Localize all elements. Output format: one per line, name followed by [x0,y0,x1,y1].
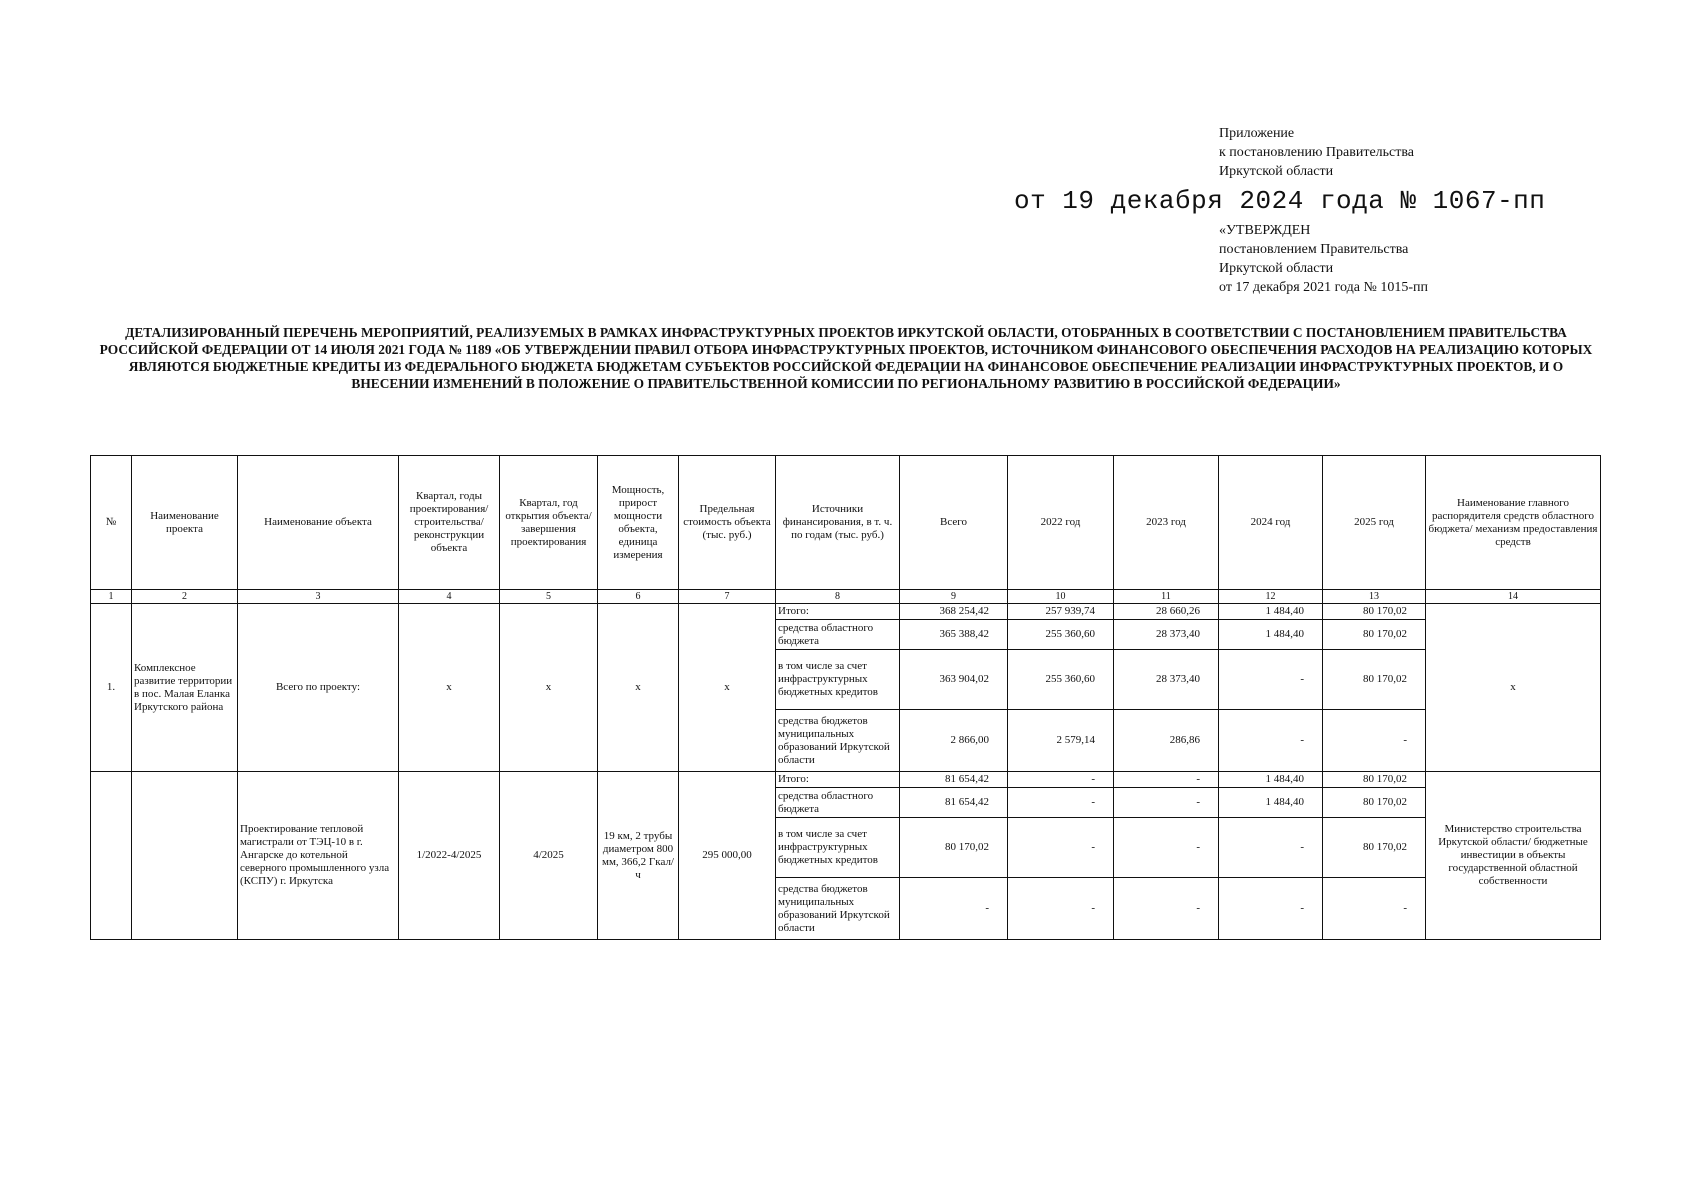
appendix-block [1219,124,1414,181]
year-2023-cell: 28 373,40 [1114,620,1219,650]
year-2022-cell: 255 360,60 [1008,650,1114,710]
year-2024-cell: 1 484,40 [1219,772,1323,788]
column-number: 8 [776,590,900,604]
year-2022-cell: 2 579,14 [1008,710,1114,772]
total-cell: 2 866,00 [900,710,1008,772]
year-2024-cell: 1 484,40 [1219,604,1323,620]
year-2023-cell: - [1114,772,1219,788]
header-cell: № [91,456,132,590]
header-cell: 2023 год [1114,456,1219,590]
approved-line: постановлением Правительства [1219,242,1409,257]
total-cell: 80 170,02 [900,818,1008,878]
year-2025-cell: 80 170,02 [1323,788,1426,818]
year-2025-cell: 80 170,02 [1323,818,1426,878]
column-number: 13 [1323,590,1426,604]
approved-block [1219,221,1428,297]
total-cell: 81 654,42 [900,772,1008,788]
year-2025-cell: 80 170,02 [1323,772,1426,788]
year-2024-cell: - [1219,650,1323,710]
column-number: 5 [500,590,598,604]
source-cell: в том числе за счет инфраструктурных бюджетных кредитов [776,818,900,878]
column-number: 1 [91,590,132,604]
column-number: 12 [1219,590,1323,604]
year-2025-cell: 80 170,02 [1323,620,1426,650]
year-2024-cell: 1 484,40 [1219,620,1323,650]
header-cell: Всего [900,456,1008,590]
source-cell: в том числе за счет инфраструктурных бюджетных кредитов [776,650,900,710]
column-number: 2 [132,590,238,604]
appendix-line: Иркутской области [1219,164,1334,179]
column-number: 11 [1114,590,1219,604]
year-2025-cell: - [1323,878,1426,940]
header-cell: 2022 год [1008,456,1114,590]
decree-date-number: от 19 декабря 2024 года № 1067-пп [1014,186,1546,216]
capacity-cell: x [598,604,679,772]
total-cell: 365 388,42 [900,620,1008,650]
column-number: 6 [598,590,679,604]
project-name [132,772,238,940]
column-number-row [91,590,1601,604]
column-number: 9 [900,590,1008,604]
column-number: 10 [1008,590,1114,604]
approved-line: Иркутской области [1219,261,1334,276]
year-2024-cell: - [1219,818,1323,878]
appendix-line: к постановлению Правительства [1219,145,1415,160]
column-number: 7 [679,590,776,604]
header-cell: Источники финансирования, в т. ч. по годам (тыс. руб.) [776,456,900,590]
approved-line: «УТВЕРЖДЕН [1219,223,1311,238]
column-number: 3 [238,590,399,604]
year-2022-cell: - [1008,818,1114,878]
measures-table [90,455,1601,940]
total-cell: 81 654,42 [900,788,1008,818]
year-2022-cell: - [1008,878,1114,940]
row-number: 1. [91,604,132,772]
column-number: 4 [399,590,500,604]
object-name: Проектирование тепловой магистрали от ТЭЦ-10 в г. Ангарске до котельной северного промышленного узла (КСПУ) г. Иркутска [238,772,399,940]
source-cell: средства бюджетов муниципальных образований Иркутской области [776,710,900,772]
appendix-line: Приложение [1219,126,1295,141]
cost-cell: 295 000,00 [679,772,776,940]
approved-line: от 17 декабря 2021 года № 1015-пп [1219,280,1428,295]
document-title: ДЕТАЛИЗИРОВАННЫЙ ПЕРЕЧЕНЬ МЕРОПРИЯТИЙ, РЕАЛИЗУЕМЫХ В РАМКАХ ИНФРАСТРУКТУРНЫХ ПРОЕКТОВ ИРКУТСКОЙ ОБЛАСТИ, ОТОБРАННЫХ В СООТВЕТСТВИИ С ПОСТАНОВЛЕНИЕМ ПРАВИТЕЛЬСТВА РОССИЙСКОЙ ФЕДЕРАЦИИ ОТ 14 ИЮЛЯ 2021 ГОДА № 1189 «ОБ УТВЕРЖДЕНИИ ПРАВИЛ ОТБОРА ИНФРАСТРУКТУРНЫХ ПРОЕКТОВ, ИСТОЧНИКОМ ФИНАНСОВОГО ОБЕСПЕЧЕНИЯ РАСХОДОВ НА РЕАЛИЗАЦИЮ КОТОРЫХ ЯВЛЯЮТСЯ БЮДЖЕТНЫЕ КРЕДИТЫ ИЗ ФЕДЕРАЛЬНОГО БЮДЖЕТА БЮДЖЕТАМ СУБЪЕКТОВ РОССИЙСКОЙ ФЕДЕРАЦИИ НА ФИНАНСОВОЕ ОБЕСПЕЧЕНИЕ РЕАЛИЗАЦИИ ИНФРАСТРУКТУРНЫХ ПРОЕКТОВ, И О ВНЕСЕНИИ ИЗМЕНЕНИЙ В ПОЛОЖЕНИЕ О ПРАВИТЕЛЬСТВЕННОЙ КОМИССИИ ПО РЕГИОНАЛЬНОМУ РАЗВИТИЮ В РОССИЙСКОЙ ФЕДЕРАЦИИ» [99,325,1593,391]
header-cell: Наименование объекта [238,456,399,590]
year-2025-cell: 80 170,02 [1323,604,1426,620]
period-cell: x [399,604,500,772]
opening-cell: x [500,604,598,772]
opening-cell: 4/2025 [500,772,598,940]
year-2025-cell: 80 170,02 [1323,650,1426,710]
row-number [91,772,132,940]
year-2024-cell: 1 484,40 [1219,788,1323,818]
period-cell: 1/2022-4/2025 [399,772,500,940]
year-2023-cell: - [1114,878,1219,940]
header-cell: Квартал, год открытия объекта/ завершения проектирования [500,456,598,590]
header-row [91,456,1601,590]
year-2023-cell: - [1114,788,1219,818]
header-cell: Наименование главного распорядителя средств областного бюджета/ механизм предоставления средств [1426,456,1601,590]
year-2022-cell: - [1008,788,1114,818]
source-cell: средства областного бюджета [776,788,900,818]
column-number: 14 [1426,590,1601,604]
year-2022-cell: 257 939,74 [1008,604,1114,620]
year-2023-cell: 28 660,26 [1114,604,1219,620]
capacity-cell: 19 км, 2 трубы диаметром 800 мм, 366,2 Гкал/ч [598,772,679,940]
total-cell: 368 254,42 [900,604,1008,620]
header-cell: Наименование проекта [132,456,238,590]
header-cell: 2024 год [1219,456,1323,590]
year-2023-cell: - [1114,818,1219,878]
source-cell: Итого: [776,604,900,620]
total-cell: 363 904,02 [900,650,1008,710]
year-2024-cell: - [1219,878,1323,940]
table-row [91,772,1601,788]
header-cell: Мощность, прирост мощности объекта, единица измерения [598,456,679,590]
source-cell: Итого: [776,772,900,788]
source-cell: средства бюджетов муниципальных образований Иркутской области [776,878,900,940]
cost-cell: x [679,604,776,772]
header-cell: Квартал, годы проектирования/строительства/ реконструкции объекта [399,456,500,590]
year-2025-cell: - [1323,710,1426,772]
total-cell: - [900,878,1008,940]
source-cell: средства областного бюджета [776,620,900,650]
header-cell: Предельная стоимость объекта (тыс. руб.) [679,456,776,590]
object-name: Всего по проекту: [238,604,399,772]
manager-cell: x [1426,604,1601,772]
table-row [91,604,1601,620]
manager-cell: Министерство строительства Иркутской области/ бюджетные инвестиции в объекты государственной областной собственности [1426,772,1601,940]
year-2022-cell: 255 360,60 [1008,620,1114,650]
year-2023-cell: 28 373,40 [1114,650,1219,710]
year-2024-cell: - [1219,710,1323,772]
project-name: Комплексное развитие территории в пос. Малая Еланка Иркутского района [132,604,238,772]
year-2023-cell: 286,86 [1114,710,1219,772]
header-cell: 2025 год [1323,456,1426,590]
year-2022-cell: - [1008,772,1114,788]
